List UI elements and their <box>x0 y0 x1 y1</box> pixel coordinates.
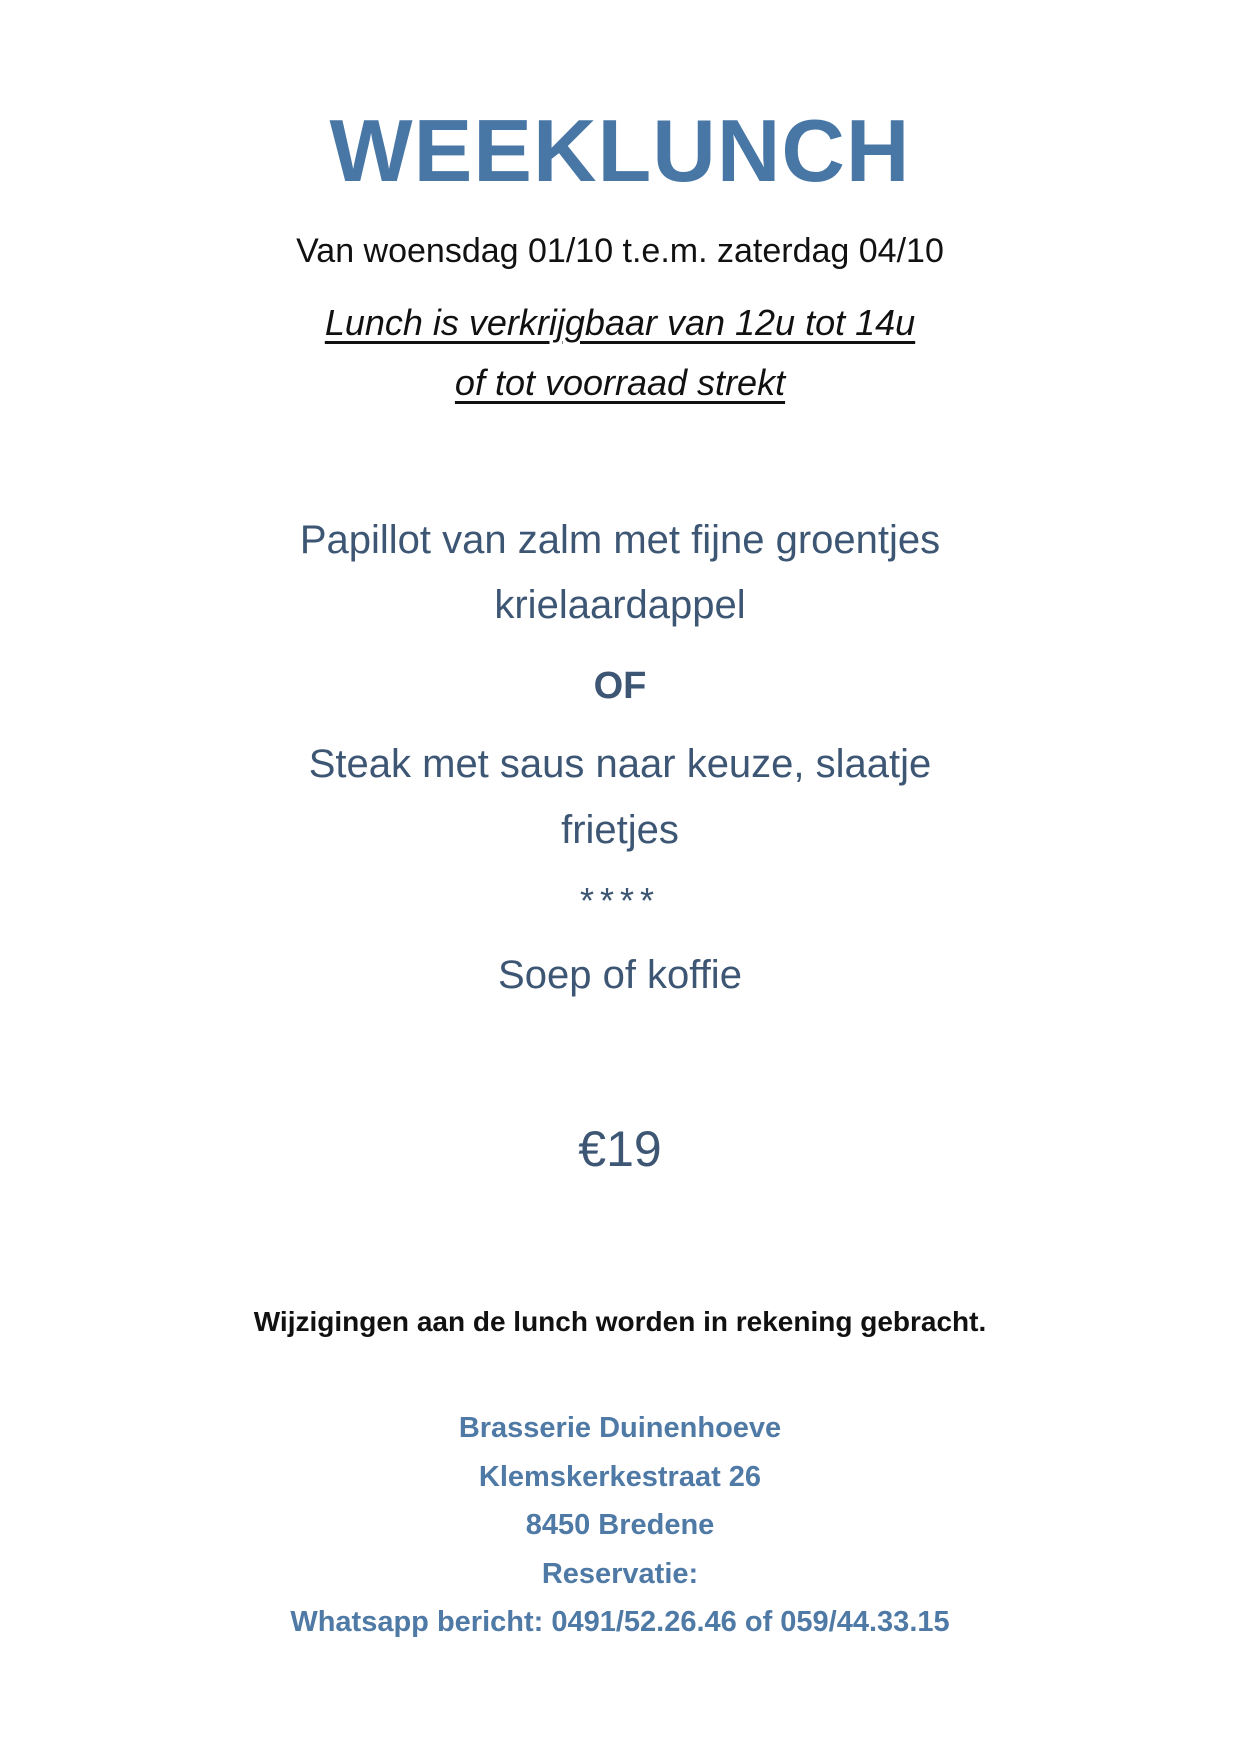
restaurant-name: Brasserie Duinenhoeve <box>458 1412 782 1444</box>
reservation-phones: Whatsapp bericht: 0491/52.26.46 of 059/44.33.15 <box>290 1606 950 1638</box>
star-divider: **** <box>579 880 661 921</box>
restaurant-city: 8450 Bredene <box>525 1509 715 1541</box>
date-range: Van woensdag 01/10 t.e.m. zaterdag 04/10 <box>296 232 944 270</box>
dish-option-1-line-2: krielaardappel <box>494 583 746 627</box>
extra-item: Soep of koffie <box>498 953 742 997</box>
dish-option-2-line-1: Steak met saus naar keuze, slaatje <box>308 742 932 786</box>
reservation-label: Reservatie: <box>541 1558 699 1590</box>
dish-option-2-line-2: frietjes <box>561 808 679 852</box>
price: €19 <box>578 1121 662 1177</box>
changes-note: Wijzigingen aan de lunch worden in rekening gebracht. <box>253 1306 987 1337</box>
dish-option-1-line-1: Papillot van zalm met fijne groentjes <box>299 518 941 562</box>
restaurant-street: Klemskerkestraat 26 <box>478 1461 762 1493</box>
availability-line-1: Lunch is verkrijgbaar van 12u tot 14u <box>324 302 916 343</box>
availability-line-2: of tot voorraad strekt <box>454 362 786 403</box>
page-title: WEEKLUNCH <box>329 101 911 200</box>
or-separator: OF <box>593 665 647 707</box>
